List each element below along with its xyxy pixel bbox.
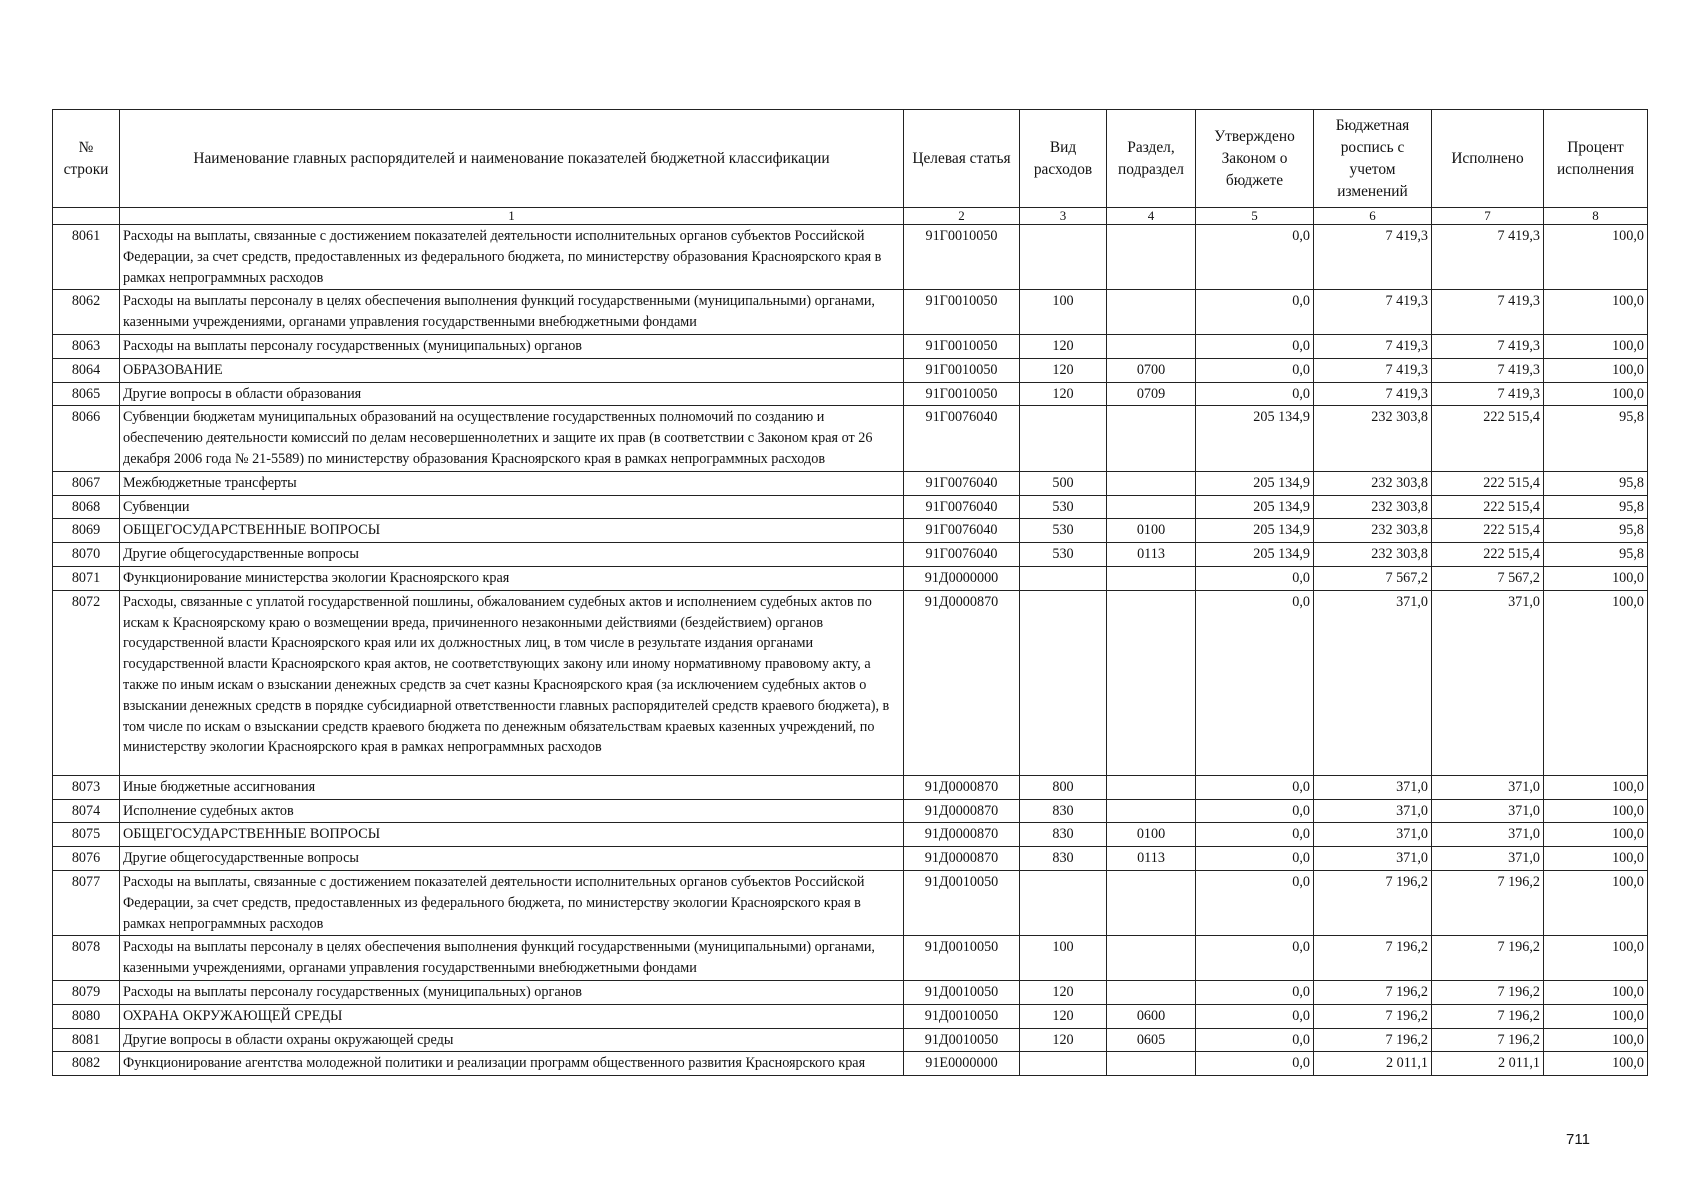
target-article-cell: 91Д0000870 [904,847,1020,871]
row-number-cell: 8065 [53,382,120,406]
table-row [53,406,1648,471]
table-row [53,543,1648,567]
expense-kind-cell: 830 [1020,823,1107,847]
row-number-cell: 8071 [53,566,120,590]
budget-list-cell: 232 303,8 [1314,471,1432,495]
row-number-cell: 8061 [53,225,120,290]
header-row [53,110,1648,208]
table-row [53,1004,1648,1028]
expense-kind-cell: 530 [1020,519,1107,543]
row-number-cell: 8067 [53,471,120,495]
table-body [53,225,1648,1076]
target-article-cell: 91Д0010050 [904,870,1020,935]
column-number-row [53,208,1648,225]
row-name-cell: Расходы на выплаты, связанные с достижением показателей деятельности исполнительных органов субъектов Российской Федерации, за счет средств, предоставленных из федерального бюджета, по министерству образования Красноярского края в рамках непрограммных расходов [120,225,904,290]
percent-cell: 100,0 [1544,225,1648,290]
table-row [53,823,1648,847]
target-article-cell: 91Г0076040 [904,406,1020,471]
row-number-cell: 8066 [53,406,120,471]
row-name-cell: ОХРАНА ОКРУЖАЮЩЕЙ СРЕДЫ [120,1004,904,1028]
row-number-cell: 8069 [53,519,120,543]
approved-cell: 0,0 [1196,358,1314,382]
budget-list-cell: 7 419,3 [1314,382,1432,406]
expense-kind-cell: 120 [1020,334,1107,358]
row-number-cell: 8070 [53,543,120,567]
row-name-cell: Другие общегосударственные вопросы [120,847,904,871]
section-cell [1107,471,1196,495]
executed-cell: 371,0 [1432,590,1544,775]
row-number-cell: 8064 [53,358,120,382]
expense-kind-cell [1020,1052,1107,1076]
row-number-cell: 8075 [53,823,120,847]
budget-execution-table [52,109,1648,1076]
budget-list-cell: 371,0 [1314,590,1432,775]
section-cell: 0113 [1107,543,1196,567]
section-cell: 0600 [1107,1004,1196,1028]
section-cell: 0605 [1107,1028,1196,1052]
target-article-cell: 91Д0010050 [904,1004,1020,1028]
approved-cell: 0,0 [1196,775,1314,799]
expense-kind-cell: 100 [1020,290,1107,335]
table-row [53,382,1648,406]
target-article-cell: 91Д0000870 [904,823,1020,847]
table-row [53,566,1648,590]
expense-kind-cell [1020,406,1107,471]
approved-cell: 205 134,9 [1196,495,1314,519]
section-cell [1107,799,1196,823]
table-row [53,1028,1648,1052]
target-article-cell: 91Г0010050 [904,358,1020,382]
header-expense-kind: Вид расходов [1020,110,1107,208]
section-cell: 0100 [1107,519,1196,543]
column-number: 3 [1020,208,1107,225]
executed-cell: 222 515,4 [1432,495,1544,519]
percent-cell: 100,0 [1544,775,1648,799]
table-row [53,471,1648,495]
column-number: 4 [1107,208,1196,225]
percent-cell: 100,0 [1544,823,1648,847]
table-row [53,799,1648,823]
table-row [53,334,1648,358]
expense-kind-cell: 830 [1020,847,1107,871]
header-approved: Утверждено Законом о бюджете [1196,110,1314,208]
target-article-cell: 91Д0000870 [904,799,1020,823]
section-cell [1107,406,1196,471]
table-row [53,980,1648,1004]
table-row [53,1052,1648,1076]
percent-cell: 100,0 [1544,1028,1648,1052]
section-cell: 0113 [1107,847,1196,871]
row-name-cell: Расходы на выплаты персоналу государственных (муниципальных) органов [120,980,904,1004]
row-name-cell: Расходы на выплаты персоналу в целях обеспечения выполнения функций государственными (муниципальными) органами, казенными учреждениями, органами управления государственными внебюджетными фондами [120,936,904,981]
expense-kind-cell [1020,225,1107,290]
table-row [53,936,1648,981]
row-name-cell: Функционирование министерства экологии Красноярского края [120,566,904,590]
expense-kind-cell: 100 [1020,936,1107,981]
executed-cell: 371,0 [1432,775,1544,799]
row-number-cell: 8077 [53,870,120,935]
row-name-cell: ОБЩЕГОСУДАРСТВЕННЫЕ ВОПРОСЫ [120,823,904,847]
section-cell [1107,980,1196,1004]
table-row [53,358,1648,382]
budget-list-cell: 232 303,8 [1314,495,1432,519]
header-section: Раздел, подраздел [1107,110,1196,208]
budget-list-cell: 7 419,3 [1314,334,1432,358]
expense-kind-cell: 120 [1020,980,1107,1004]
table-row [53,495,1648,519]
header-row-number: № строки [53,110,120,208]
section-cell [1107,225,1196,290]
percent-cell: 100,0 [1544,382,1648,406]
row-number-cell: 8076 [53,847,120,871]
approved-cell: 0,0 [1196,936,1314,981]
expense-kind-cell: 800 [1020,775,1107,799]
executed-cell: 222 515,4 [1432,406,1544,471]
executed-cell: 7 419,3 [1432,382,1544,406]
expense-kind-cell [1020,590,1107,775]
row-name-cell: Субвенции [120,495,904,519]
approved-cell: 205 134,9 [1196,543,1314,567]
expense-kind-cell [1020,566,1107,590]
approved-cell: 0,0 [1196,225,1314,290]
budget-list-cell: 371,0 [1314,847,1432,871]
percent-cell: 100,0 [1544,980,1648,1004]
budget-list-cell: 7 419,3 [1314,290,1432,335]
row-number-cell: 8062 [53,290,120,335]
section-cell: 0100 [1107,823,1196,847]
executed-cell: 7 567,2 [1432,566,1544,590]
executed-cell: 7 196,2 [1432,980,1544,1004]
section-cell [1107,290,1196,335]
executed-cell: 7 419,3 [1432,290,1544,335]
row-name-cell: Расходы на выплаты персоналу в целях обеспечения выполнения функций государственными (муниципальными) органами, казенными учреждениями, органами управления государственными внебюджетными фондами [120,290,904,335]
approved-cell: 205 134,9 [1196,471,1314,495]
percent-cell: 95,8 [1544,519,1648,543]
column-number: 2 [904,208,1020,225]
budget-list-cell: 7 196,2 [1314,870,1432,935]
executed-cell: 371,0 [1432,823,1544,847]
executed-cell: 7 196,2 [1432,1004,1544,1028]
column-number: 5 [1196,208,1314,225]
row-name-cell: ОБЩЕГОСУДАРСТВЕННЫЕ ВОПРОСЫ [120,519,904,543]
row-number-cell: 8080 [53,1004,120,1028]
table-row [53,290,1648,335]
target-article-cell: 91Г0076040 [904,519,1020,543]
percent-cell: 100,0 [1544,1004,1648,1028]
section-cell [1107,590,1196,775]
header-budget-list: Бюджетная роспись с учетом изменений [1314,110,1432,208]
budget-list-cell: 232 303,8 [1314,406,1432,471]
section-cell [1107,566,1196,590]
column-number: 8 [1544,208,1648,225]
expense-kind-cell: 500 [1020,471,1107,495]
section-cell: 0700 [1107,358,1196,382]
table-row [53,225,1648,290]
budget-list-cell: 2 011,1 [1314,1052,1432,1076]
budget-list-cell: 7 196,2 [1314,936,1432,981]
executed-cell: 2 011,1 [1432,1052,1544,1076]
row-number-cell: 8072 [53,590,120,775]
row-number-cell: 8063 [53,334,120,358]
section-cell [1107,1052,1196,1076]
executed-cell: 222 515,4 [1432,471,1544,495]
executed-cell: 222 515,4 [1432,519,1544,543]
target-article-cell: 91Д0010050 [904,936,1020,981]
expense-kind-cell: 120 [1020,1004,1107,1028]
section-cell [1107,936,1196,981]
expense-kind-cell: 530 [1020,543,1107,567]
row-name-cell: Расходы на выплаты, связанные с достижением показателей деятельности исполнительных органов субъектов Российской Федерации, за счет средств, предоставленных из федерального бюджета, по министерству экологии Красноярского края в рамках непрограммных расходов [120,870,904,935]
expense-kind-cell [1020,870,1107,935]
target-article-cell: 91Д0000000 [904,566,1020,590]
approved-cell: 0,0 [1196,1004,1314,1028]
expense-kind-cell: 530 [1020,495,1107,519]
approved-cell: 0,0 [1196,870,1314,935]
header-name: Наименование главных распорядителей и наименование показателей бюджетной классификации [120,110,904,208]
percent-cell: 100,0 [1544,290,1648,335]
row-name-cell: Другие вопросы в области образования [120,382,904,406]
approved-cell: 205 134,9 [1196,519,1314,543]
table-row [53,775,1648,799]
row-name-cell: Исполнение судебных актов [120,799,904,823]
budget-list-cell: 7 419,3 [1314,225,1432,290]
column-number: 6 [1314,208,1432,225]
percent-cell: 100,0 [1544,358,1648,382]
budget-list-cell: 371,0 [1314,775,1432,799]
target-article-cell: 91Г0076040 [904,543,1020,567]
target-article-cell: 91Д0010050 [904,1028,1020,1052]
row-number-cell: 8074 [53,799,120,823]
target-article-cell: 91Г0076040 [904,471,1020,495]
percent-cell: 95,8 [1544,495,1648,519]
row-number-cell: 8081 [53,1028,120,1052]
percent-cell: 95,8 [1544,543,1648,567]
target-article-cell: 91Д0010050 [904,980,1020,1004]
budget-list-cell: 7 196,2 [1314,1004,1432,1028]
percent-cell: 100,0 [1544,566,1648,590]
target-article-cell: 91Д0000870 [904,775,1020,799]
executed-cell: 371,0 [1432,799,1544,823]
approved-cell: 0,0 [1196,799,1314,823]
target-article-cell: 91Г0010050 [904,225,1020,290]
table-row [53,870,1648,935]
percent-cell: 95,8 [1544,406,1648,471]
approved-cell: 0,0 [1196,382,1314,406]
expense-kind-cell: 120 [1020,382,1107,406]
budget-report-sheet [52,109,1647,1076]
executed-cell: 7 419,3 [1432,358,1544,382]
section-cell [1107,870,1196,935]
header-percent: Процент исполнения [1544,110,1648,208]
expense-kind-cell: 830 [1020,799,1107,823]
budget-list-cell: 7 567,2 [1314,566,1432,590]
row-name-cell: Функционирование агентства молодежной политики и реализации программ общественного развития Красноярского края [120,1052,904,1076]
row-number-cell: 8082 [53,1052,120,1076]
budget-list-cell: 232 303,8 [1314,543,1432,567]
approved-cell: 0,0 [1196,1052,1314,1076]
percent-cell: 100,0 [1544,334,1648,358]
row-number-cell: 8079 [53,980,120,1004]
executed-cell: 371,0 [1432,847,1544,871]
executed-cell: 222 515,4 [1432,543,1544,567]
row-name-cell: Расходы на выплаты персоналу государственных (муниципальных) органов [120,334,904,358]
approved-cell: 0,0 [1196,334,1314,358]
percent-cell: 100,0 [1544,590,1648,775]
executed-cell: 7 196,2 [1432,936,1544,981]
target-article-cell: 91Г0010050 [904,334,1020,358]
row-name-cell: Субвенции бюджетам муниципальных образований на осуществление государственных полномочий по созданию и обеспечению деятельности комиссий по делам несовершеннолетних и защите их прав (в соответствии с Законом края от 26 декабря 2006 года № 21-5589) по министерству образования Красноярского края в рамках непрограммных расходов [120,406,904,471]
row-name-cell: Расходы, связанные с уплатой государственной пошлины, обжалованием судебных актов и исполнением судебных актов по искам к Красноярскому краю о возмещении вреда, причиненного незаконными действиями (бездействием) органов государственной власти Красноярского края или их должностных лиц, в том числе в результате издания органами государственной власти Красноярского края актов, не соответствующих закону или иному нормативному правовому акту, а также по иным искам о взыскании денежных средств за счет казны Красноярского края (за исключением судебных актов о взыскании денежных средств в порядке субсидиарной ответственности главных распорядителей средств краевого бюджета), в том числе по искам о взыскании средств краевого бюджета по денежным обязательствам краевых казенных учреждений, по министерству экологии Красноярского края в рамках непрограммных расходов [120,590,904,775]
section-cell [1107,495,1196,519]
budget-list-cell: 7 196,2 [1314,980,1432,1004]
target-article-cell: 91Г0076040 [904,495,1020,519]
executed-cell: 7 419,3 [1432,334,1544,358]
approved-cell: 0,0 [1196,566,1314,590]
budget-list-cell: 232 303,8 [1314,519,1432,543]
target-article-cell: 91Е0000000 [904,1052,1020,1076]
approved-cell: 0,0 [1196,823,1314,847]
section-cell [1107,334,1196,358]
percent-cell: 100,0 [1544,1052,1648,1076]
table-row [53,519,1648,543]
section-cell: 0709 [1107,382,1196,406]
table-row [53,847,1648,871]
row-name-cell: Иные бюджетные ассигнования [120,775,904,799]
approved-cell: 0,0 [1196,1028,1314,1052]
percent-cell: 95,8 [1544,471,1648,495]
percent-cell: 100,0 [1544,936,1648,981]
row-name-cell: ОБРАЗОВАНИЕ [120,358,904,382]
approved-cell: 0,0 [1196,290,1314,335]
target-article-cell: 91Д0000870 [904,590,1020,775]
row-number-cell: 8068 [53,495,120,519]
executed-cell: 7 196,2 [1432,870,1544,935]
header-target-article: Целевая статья [904,110,1020,208]
expense-kind-cell: 120 [1020,1028,1107,1052]
column-number [53,208,120,225]
percent-cell: 100,0 [1544,847,1648,871]
column-number: 1 [120,208,904,225]
row-number-cell: 8073 [53,775,120,799]
target-article-cell: 91Г0010050 [904,382,1020,406]
page-number: 711 [1566,1131,1590,1148]
percent-cell: 100,0 [1544,870,1648,935]
budget-list-cell: 7 419,3 [1314,358,1432,382]
expense-kind-cell: 120 [1020,358,1107,382]
budget-list-cell: 7 196,2 [1314,1028,1432,1052]
approved-cell: 0,0 [1196,980,1314,1004]
budget-list-cell: 371,0 [1314,799,1432,823]
row-number-cell: 8078 [53,936,120,981]
budget-list-cell: 371,0 [1314,823,1432,847]
target-article-cell: 91Г0010050 [904,290,1020,335]
column-number: 7 [1432,208,1544,225]
percent-cell: 100,0 [1544,799,1648,823]
executed-cell: 7 196,2 [1432,1028,1544,1052]
row-name-cell: Другие общегосударственные вопросы [120,543,904,567]
approved-cell: 0,0 [1196,847,1314,871]
table-row [53,590,1648,775]
approved-cell: 205 134,9 [1196,406,1314,471]
section-cell [1107,775,1196,799]
executed-cell: 7 419,3 [1432,225,1544,290]
header-executed: Исполнено [1432,110,1544,208]
row-name-cell: Межбюджетные трансферты [120,471,904,495]
row-name-cell: Другие вопросы в области охраны окружающей среды [120,1028,904,1052]
approved-cell: 0,0 [1196,590,1314,775]
